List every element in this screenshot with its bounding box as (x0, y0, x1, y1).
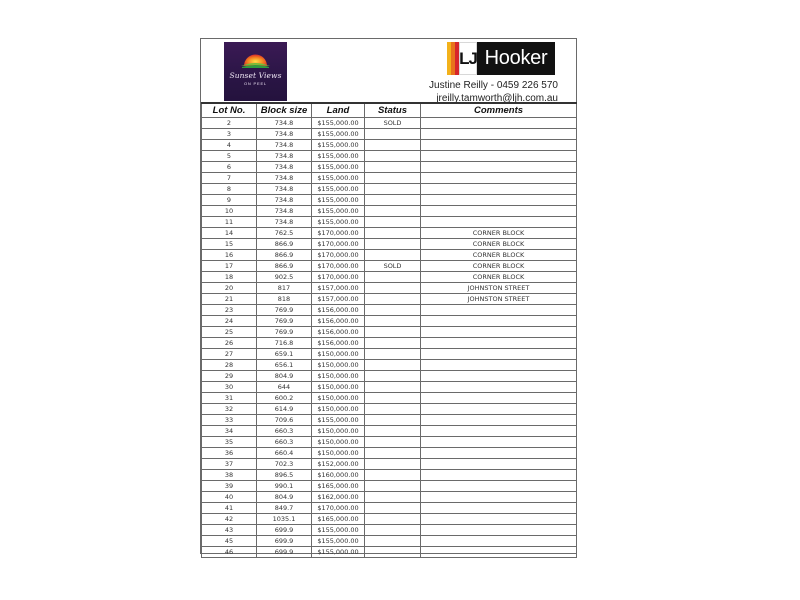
land-price-cell: $155,000.00 (312, 525, 365, 536)
land-price-cell: $160,000.00 (312, 470, 365, 481)
table-row (202, 173, 577, 184)
comments-cell (421, 470, 577, 481)
land-price-cell: $155,000.00 (312, 206, 365, 217)
status-cell (365, 404, 421, 415)
estate-name: Sunset Views (229, 71, 282, 80)
comments-cell: CORNER BLOCK (421, 228, 577, 239)
lot-no-cell: 11 (202, 217, 257, 228)
status-cell (365, 470, 421, 481)
land-price-cell: $156,000.00 (312, 327, 365, 338)
block-size-cell: 734.8 (257, 206, 312, 217)
comments-cell (421, 525, 577, 536)
status-cell: SOLD (365, 261, 421, 272)
land-price-cell: $155,000.00 (312, 217, 365, 228)
block-size-cell: 656.1 (257, 360, 312, 371)
comments-cell (421, 316, 577, 327)
land-price-cell: $170,000.00 (312, 239, 365, 250)
comments-cell (421, 305, 577, 316)
lot-no-cell: 28 (202, 360, 257, 371)
comments-cell (421, 338, 577, 349)
lot-no-cell: 27 (202, 349, 257, 360)
table-row (202, 393, 577, 404)
status-cell (365, 140, 421, 151)
block-size-cell: 769.9 (257, 327, 312, 338)
lot-no-cell: 37 (202, 459, 257, 470)
status-cell (365, 283, 421, 294)
table-row (202, 338, 577, 349)
lot-no-cell: 7 (202, 173, 257, 184)
block-size-cell: 734.8 (257, 184, 312, 195)
comments-cell (421, 426, 577, 437)
status-cell (365, 481, 421, 492)
table-row (202, 536, 577, 547)
comments-cell (421, 503, 577, 514)
table-row (202, 250, 577, 261)
status-cell (365, 316, 421, 327)
status-cell (365, 382, 421, 393)
block-size-cell: 866.9 (257, 250, 312, 261)
table-row (202, 470, 577, 481)
land-price-cell: $155,000.00 (312, 140, 365, 151)
status-cell (365, 162, 421, 173)
status-cell (365, 547, 421, 558)
table-row (202, 327, 577, 338)
status-cell (365, 448, 421, 459)
block-size-cell: 734.8 (257, 162, 312, 173)
table-row (202, 294, 577, 305)
status-cell (365, 360, 421, 371)
table-row (202, 217, 577, 228)
comments-cell (421, 140, 577, 151)
block-size-cell: 734.8 (257, 173, 312, 184)
land-price-cell: $155,000.00 (312, 162, 365, 173)
table-row (202, 162, 577, 173)
land-price-cell: $170,000.00 (312, 272, 365, 283)
comments-cell (421, 327, 577, 338)
status-cell (365, 151, 421, 162)
status-cell: SOLD (365, 118, 421, 129)
comments-cell (421, 536, 577, 547)
block-size-cell: 600.2 (257, 393, 312, 404)
comments-cell: JOHNSTON STREET (421, 283, 577, 294)
land-price-cell: $155,000.00 (312, 547, 365, 558)
comments-cell: CORNER BLOCK (421, 250, 577, 261)
comments-cell: JOHNSTON STREET (421, 294, 577, 305)
status-cell (365, 338, 421, 349)
table-row (202, 272, 577, 283)
land-price-cell: $155,000.00 (312, 173, 365, 184)
status-cell (365, 492, 421, 503)
table-row (202, 129, 577, 140)
status-cell (365, 173, 421, 184)
price-list-header (201, 39, 576, 102)
status-cell (365, 250, 421, 261)
lot-no-cell: 43 (202, 525, 257, 536)
table-row (202, 228, 577, 239)
lot-no-cell: 34 (202, 426, 257, 437)
status-cell (365, 415, 421, 426)
comments-cell (421, 547, 577, 558)
block-size-cell: 818 (257, 294, 312, 305)
land-price-cell: $155,000.00 (312, 184, 365, 195)
comments-cell (421, 514, 577, 525)
land-price-cell: $165,000.00 (312, 481, 365, 492)
lot-no-cell: 39 (202, 481, 257, 492)
lot-no-cell: 14 (202, 228, 257, 239)
lot-no-cell: 32 (202, 404, 257, 415)
land-price-cell: $152,000.00 (312, 459, 365, 470)
lot-no-cell: 33 (202, 415, 257, 426)
comments-cell (421, 217, 577, 228)
lot-no-cell: 15 (202, 239, 257, 250)
status-cell (365, 272, 421, 283)
block-size-cell: 644 (257, 382, 312, 393)
block-size-cell: 762.5 (257, 228, 312, 239)
table-header-row (202, 103, 577, 118)
comments-cell (421, 415, 577, 426)
table-row (202, 437, 577, 448)
lot-no-cell: 4 (202, 140, 257, 151)
block-size-cell: 734.8 (257, 118, 312, 129)
comments-cell (421, 360, 577, 371)
lot-price-table (201, 102, 577, 558)
table-row (202, 151, 577, 162)
lot-no-cell: 23 (202, 305, 257, 316)
block-size-cell: 990.1 (257, 481, 312, 492)
land-price-cell: $150,000.00 (312, 404, 365, 415)
block-size-cell: 849.7 (257, 503, 312, 514)
block-size-cell: 699.9 (257, 536, 312, 547)
table-body (202, 118, 577, 558)
table-row (202, 239, 577, 250)
table-row (202, 371, 577, 382)
lot-no-cell: 10 (202, 206, 257, 217)
block-size-cell: 804.9 (257, 492, 312, 503)
land-price-cell: $150,000.00 (312, 437, 365, 448)
block-size-cell: 734.8 (257, 151, 312, 162)
lot-no-cell: 35 (202, 437, 257, 448)
table-row (202, 404, 577, 415)
comments-cell: CORNER BLOCK (421, 272, 577, 283)
lot-no-cell: 25 (202, 327, 257, 338)
table-row (202, 360, 577, 371)
land-price-cell: $156,000.00 (312, 338, 365, 349)
block-size-cell: 734.8 (257, 195, 312, 206)
lot-no-cell: 9 (202, 195, 257, 206)
comments-cell: CORNER BLOCK (421, 239, 577, 250)
land-price-cell: $155,000.00 (312, 195, 365, 206)
status-cell (365, 327, 421, 338)
status-cell (365, 294, 421, 305)
logo-hooker-text: Hooker (477, 42, 555, 75)
land-price-cell: $156,000.00 (312, 305, 365, 316)
lot-no-cell: 20 (202, 283, 257, 294)
status-cell (365, 305, 421, 316)
land-price-cell: $150,000.00 (312, 360, 365, 371)
block-size-cell: 734.8 (257, 140, 312, 151)
status-cell (365, 426, 421, 437)
block-size-cell: 734.8 (257, 217, 312, 228)
estate-subtitle: ON PEEL (244, 81, 267, 86)
table-row (202, 140, 577, 151)
land-price-cell: $155,000.00 (312, 118, 365, 129)
table-row (202, 195, 577, 206)
comments-cell (421, 206, 577, 217)
block-size-cell: 699.9 (257, 525, 312, 536)
lot-no-cell: 29 (202, 371, 257, 382)
land-price-cell: $157,000.00 (312, 294, 365, 305)
land-price-cell: $170,000.00 (312, 228, 365, 239)
status-cell (365, 217, 421, 228)
block-size-cell: 866.9 (257, 261, 312, 272)
table-row (202, 492, 577, 503)
block-size-cell: 660.4 (257, 448, 312, 459)
status-cell (365, 393, 421, 404)
status-cell (365, 437, 421, 448)
table-row (202, 305, 577, 316)
comments-cell (421, 129, 577, 140)
lot-no-cell: 6 (202, 162, 257, 173)
land-price-cell: $156,000.00 (312, 316, 365, 327)
table-row (202, 382, 577, 393)
land-price-cell: $150,000.00 (312, 349, 365, 360)
land-price-cell: $155,000.00 (312, 536, 365, 547)
lot-no-cell: 18 (202, 272, 257, 283)
table-row (202, 349, 577, 360)
land-price-cell: $165,000.00 (312, 514, 365, 525)
table-row (202, 184, 577, 195)
status-cell (365, 503, 421, 514)
table-row (202, 448, 577, 459)
block-size-cell: 734.8 (257, 129, 312, 140)
lot-no-cell: 31 (202, 393, 257, 404)
land-price-cell: $170,000.00 (312, 503, 365, 514)
lot-no-cell: 30 (202, 382, 257, 393)
lot-no-cell: 42 (202, 514, 257, 525)
table-row (202, 503, 577, 514)
price-list-sheet (200, 38, 577, 554)
status-cell (365, 195, 421, 206)
lot-no-cell: 36 (202, 448, 257, 459)
lot-no-cell: 38 (202, 470, 257, 481)
table-row (202, 459, 577, 470)
header-land: Land (312, 103, 365, 118)
table-row (202, 481, 577, 492)
block-size-cell: 709.6 (257, 415, 312, 426)
status-cell (365, 239, 421, 250)
table-row (202, 426, 577, 437)
comments-cell (421, 404, 577, 415)
lot-no-cell: 41 (202, 503, 257, 514)
status-cell (365, 459, 421, 470)
lot-no-cell: 2 (202, 118, 257, 129)
table-row (202, 261, 577, 272)
land-price-cell: $170,000.00 (312, 261, 365, 272)
comments-cell (421, 173, 577, 184)
lot-no-cell: 5 (202, 151, 257, 162)
land-price-cell: $155,000.00 (312, 151, 365, 162)
table-row (202, 514, 577, 525)
land-price-cell: $150,000.00 (312, 382, 365, 393)
contact-name-phone: Justine Reilly - 0459 226 570 (429, 80, 558, 91)
land-price-cell: $150,000.00 (312, 393, 365, 404)
logo-lj-text: LJ (459, 42, 477, 75)
land-price-cell: $150,000.00 (312, 426, 365, 437)
header-status: Status (365, 103, 421, 118)
lot-no-cell: 46 (202, 547, 257, 558)
status-cell (365, 228, 421, 239)
block-size-cell: 769.9 (257, 305, 312, 316)
block-size-cell: 699.9 (257, 547, 312, 558)
block-size-cell: 866.9 (257, 239, 312, 250)
lot-no-cell: 21 (202, 294, 257, 305)
status-cell (365, 371, 421, 382)
comments-cell: CORNER BLOCK (421, 261, 577, 272)
comments-cell (421, 371, 577, 382)
comments-cell (421, 382, 577, 393)
block-size-cell: 896.5 (257, 470, 312, 481)
land-price-cell: $157,000.00 (312, 283, 365, 294)
table-row (202, 316, 577, 327)
status-cell (365, 206, 421, 217)
block-size-cell: 769.9 (257, 316, 312, 327)
table-row (202, 283, 577, 294)
sunset-views-logo (224, 42, 287, 101)
header-block-size: Block size (257, 103, 312, 118)
land-price-cell: $150,000.00 (312, 448, 365, 459)
table-row (202, 525, 577, 536)
comments-cell (421, 437, 577, 448)
lot-no-cell: 26 (202, 338, 257, 349)
land-price-cell: $155,000.00 (312, 415, 365, 426)
comments-cell (421, 118, 577, 129)
comments-cell (421, 184, 577, 195)
comments-cell (421, 459, 577, 470)
block-size-cell: 1035.1 (257, 514, 312, 525)
block-size-cell: 659.1 (257, 349, 312, 360)
block-size-cell: 902.5 (257, 272, 312, 283)
lot-no-cell: 8 (202, 184, 257, 195)
block-size-cell: 804.9 (257, 371, 312, 382)
comments-cell (421, 393, 577, 404)
lj-hooker-logo (447, 42, 555, 75)
block-size-cell: 716.8 (257, 338, 312, 349)
contact-email: jreilly.tamworth@ljh.com.au (436, 93, 558, 104)
land-price-cell: $150,000.00 (312, 371, 365, 382)
block-size-cell: 817 (257, 283, 312, 294)
table-row (202, 118, 577, 129)
lot-no-cell: 40 (202, 492, 257, 503)
land-price-cell: $162,000.00 (312, 492, 365, 503)
block-size-cell: 614.9 (257, 404, 312, 415)
table-row (202, 547, 577, 558)
comments-cell (421, 448, 577, 459)
status-cell (365, 525, 421, 536)
lot-no-cell: 24 (202, 316, 257, 327)
comments-cell (421, 481, 577, 492)
header-lot-no: Lot No. (202, 103, 257, 118)
comments-cell (421, 349, 577, 360)
status-cell (365, 129, 421, 140)
lot-no-cell: 45 (202, 536, 257, 547)
table-row (202, 415, 577, 426)
land-price-cell: $155,000.00 (312, 129, 365, 140)
land-price-cell: $170,000.00 (312, 250, 365, 261)
status-cell (365, 536, 421, 547)
lot-no-cell: 16 (202, 250, 257, 261)
comments-cell (421, 162, 577, 173)
status-cell (365, 184, 421, 195)
table-row (202, 206, 577, 217)
lot-no-cell: 3 (202, 129, 257, 140)
lot-no-cell: 17 (202, 261, 257, 272)
block-size-cell: 702.3 (257, 459, 312, 470)
block-size-cell: 660.3 (257, 437, 312, 448)
block-size-cell: 660.3 (257, 426, 312, 437)
header-comments: Comments (421, 103, 577, 118)
comments-cell (421, 151, 577, 162)
comments-cell (421, 195, 577, 206)
status-cell (365, 349, 421, 360)
status-cell (365, 514, 421, 525)
comments-cell (421, 492, 577, 503)
